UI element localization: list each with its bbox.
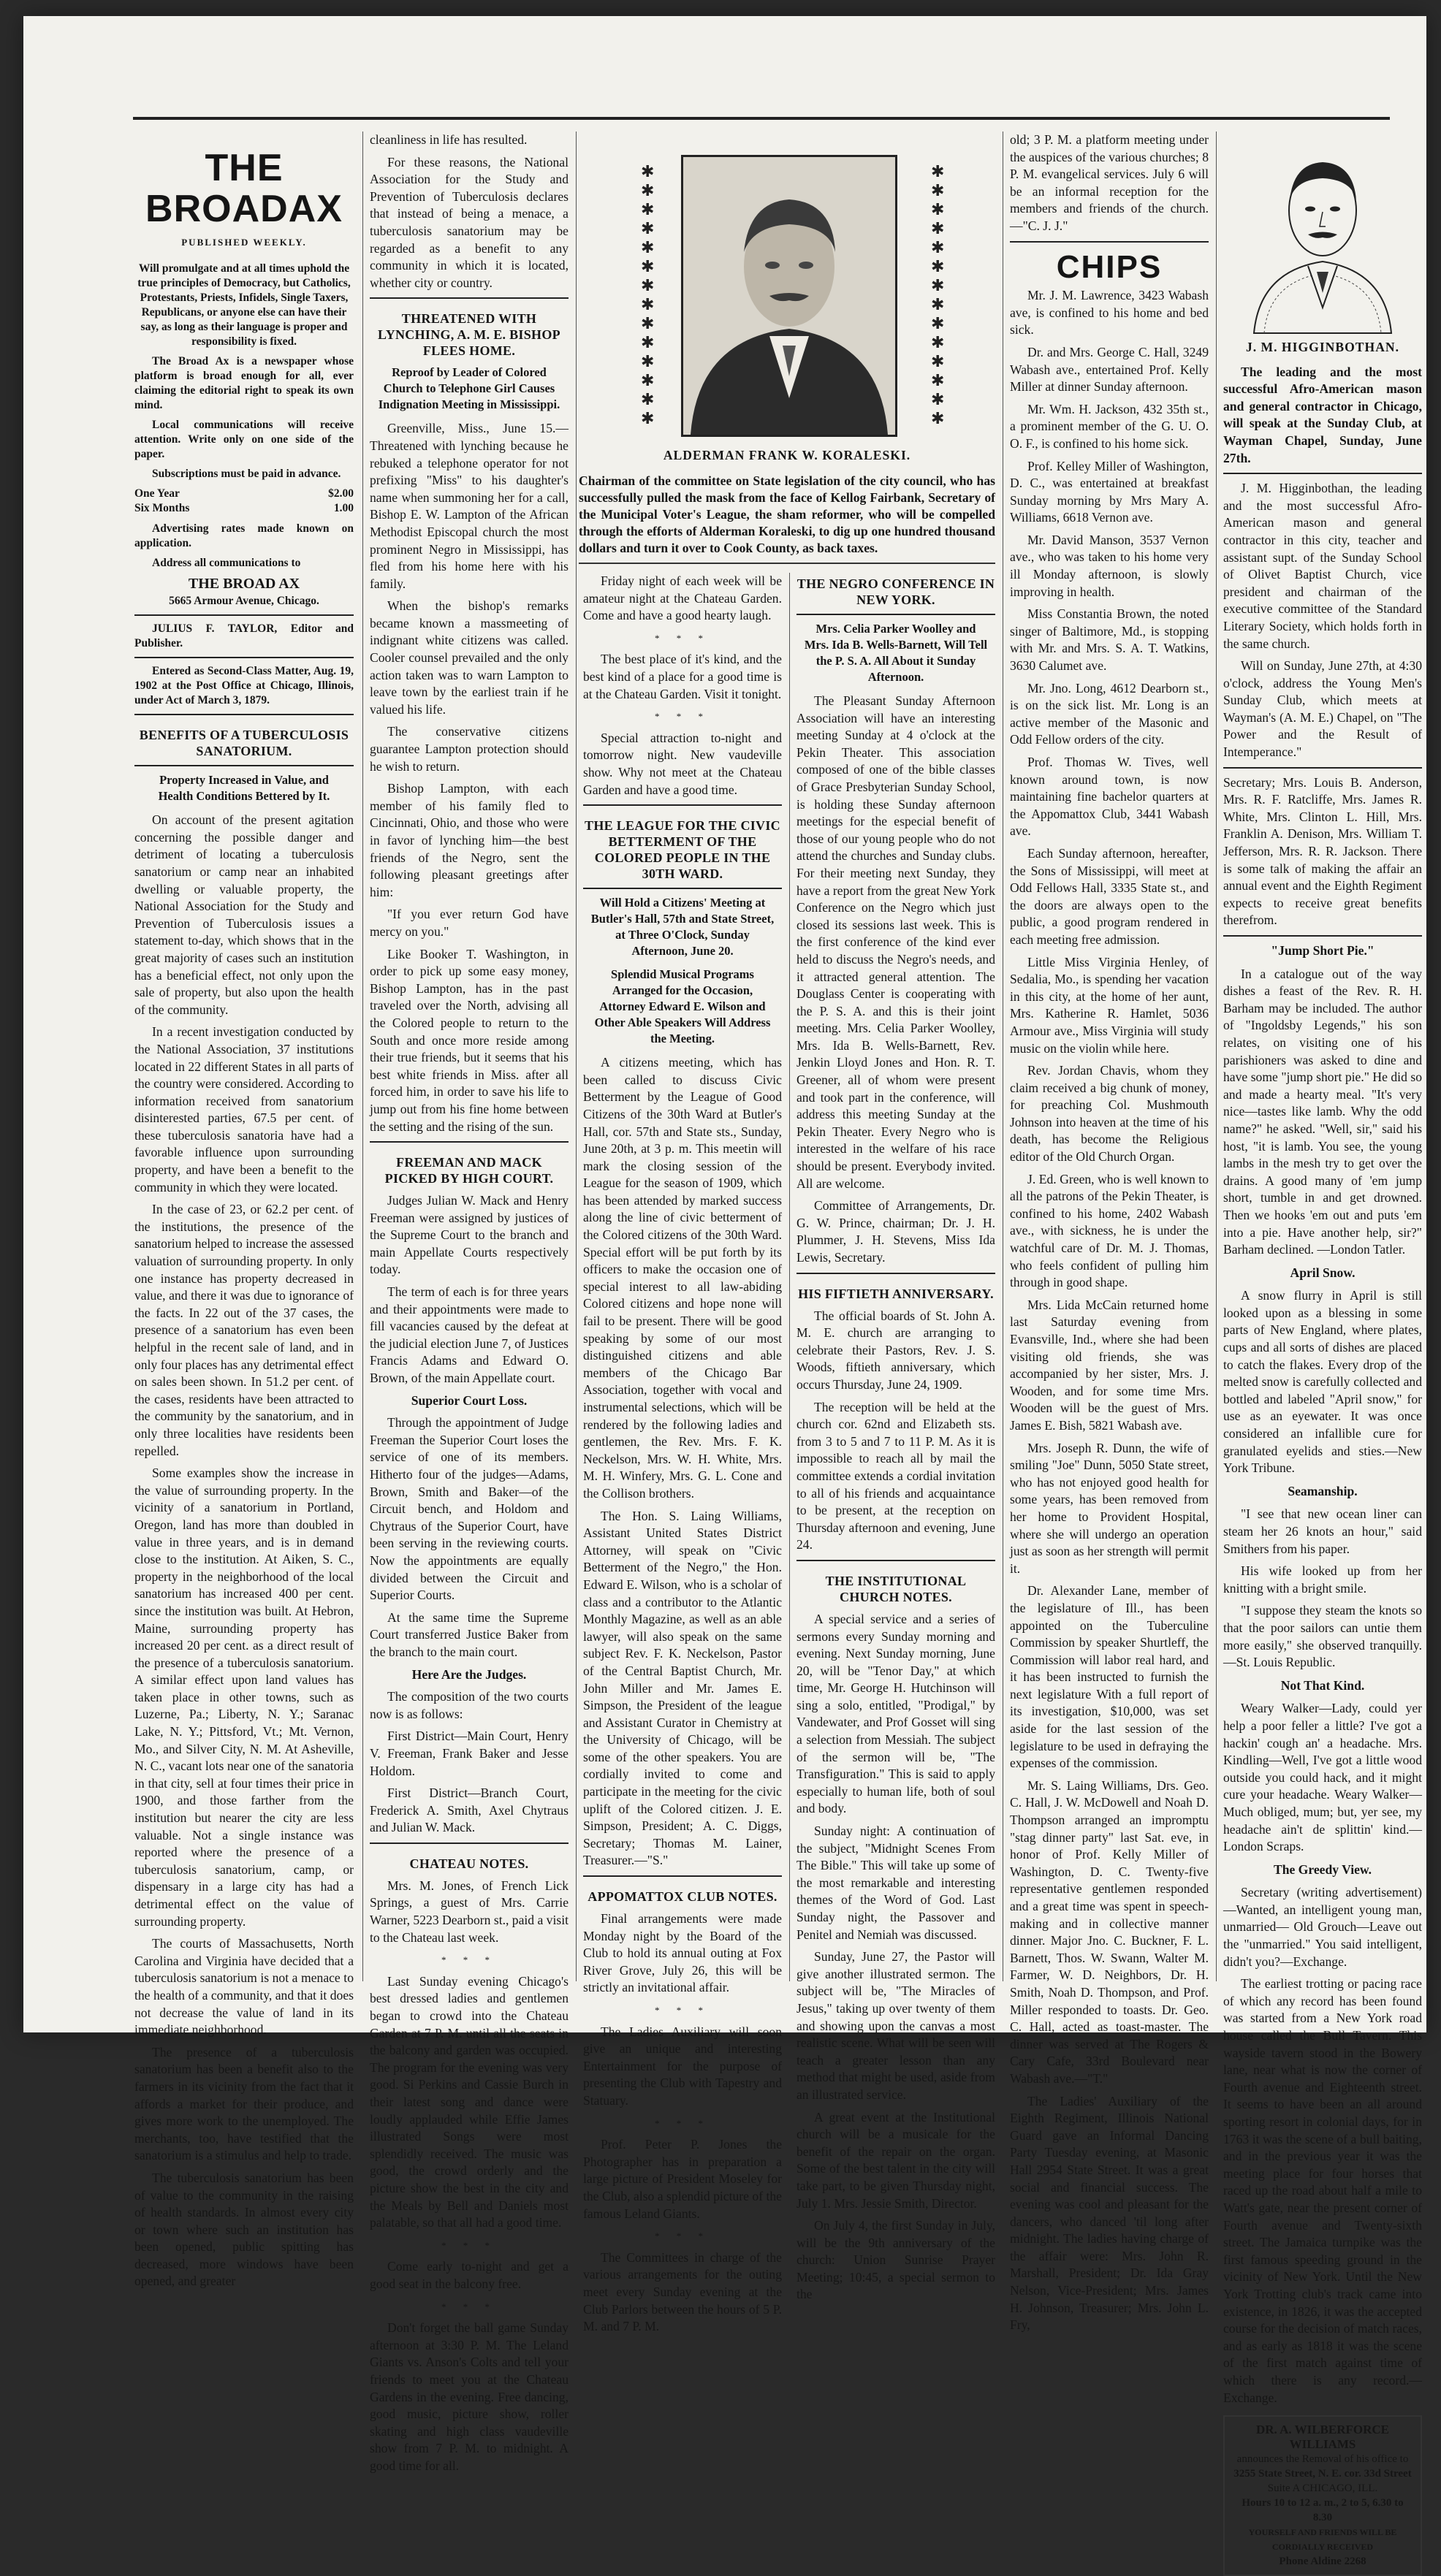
article-paragraph: Mrs. M. Jones, of French Lick Springs, a guest of Mrs. Carrie Warner, 5223 Dearborn st., paid a visit to the Chateau last week. (370, 1878, 569, 1945)
article-paragraph: In the case of 23, or 62.2 per cent. of the institutions, the presence of the sanatorium helped to increase the assessed valuation of surrounding property. In only one instance has property decreased in value, and there it was due to ignorance of the facts. In 22 out of the 37 cases, the presence of a sanatorium has even been helpful in the recent sale of land, and in only four places has any detrimental effect on sales been shown. In 51.2 per cent. of the cases, residents have been attracted to the community by the sanatorium, and in only three localities have residents been repelled. (134, 1202, 354, 1458)
article-paragraph: Final arrangements were made Monday night by the Board of the Club to hold its annual outing at Fox River Grove, July 26, this will be strictly an invitational affair. (583, 1911, 782, 1995)
headline-chateau: CHATEAU NOTES. (409, 1856, 529, 1871)
divider (370, 1141, 569, 1143)
headline-league: THE LEAGUE FOR THE CIVIC BETTERMENT OF THE COLORED PEOPLE IN THE 30TH WARD. (585, 818, 780, 882)
article-paragraph: The official boards of St. John A. M. E. church are arranging to celebrate their Pastors, Rev. J. S. Woods, fiftieth anniversary, which occurs Thursday, June 24, 1909. (796, 1308, 995, 1392)
article-paragraph: The term of each is for three years and their appointments were made to fill vacancies caused by the defeat at the judicial election June 7, of Justices Francis Adams and Edward O. Brown, of the main Appellate court. (370, 1284, 569, 1386)
chips-item: The Ladies' Auxiliary of the Eighth Regiment, Illinois National Guard gave an Informal Dancing Party Tuesday evening, at Masonic Hall 2954 State Street. It was a great social and financial success. The evening was cool and pleasant for the dancers, who danced 'til long after midnight. The ladies having charge of the affair were: Mrs. John R. Marshall, President; Dr. Ida Gray Nelson, Vice-President; Mrs. James H. Johnson, Treasurer; Mrs. John L. Fry, (1010, 2093, 1209, 2333)
masthead-local: Local communications will receive attention. Write only on one side of the paper. (134, 418, 354, 460)
article-paragraph: First District—Main Court, Henry V. Freeman, Frank Baker and Jesse Holdom. (370, 1729, 569, 1778)
feature-bottom-rule (579, 563, 995, 564)
article-paragraph: Special attraction to-night and tomorrow night. New vaudeville show. Why not meet at the Chateau Garden and have a good time. (583, 730, 782, 797)
subhead-league: Will Hold a Citizens' Meeting at Butler's Hall, 57th and State Street, at Three O'Clock, Sunday Afternoon, June 20. (590, 896, 775, 959)
masthead-policy: Will promulgate and at all times uphold the true principles of Democracy, but Catholics, Protestants, Priests, Infidels, Single Taxers, Republicans, or anyone else can have their say, as long as their language is proper and responsibility is fixed. (137, 262, 351, 348)
article-paragraph: "If you ever return God have mercy on you." (370, 907, 569, 939)
divider (796, 1560, 995, 1561)
column-5 (1010, 132, 1209, 2333)
column-rule (576, 132, 577, 1981)
section-stars: * * * (655, 632, 710, 644)
chips-item: Mr. David Manson, 3537 Vernon ave., who was taken to his home very ill Monday afternoon, is slowly improving in health. (1010, 532, 1209, 599)
section-stars: * * * (441, 2301, 497, 2312)
masthead-address-line: Address all communications to (152, 556, 301, 569)
article-paragraph: Prof. Peter P. Jones the Photographer has in preparation a large picture of President Moseley for the Club, also a splendid picture of the famous Leland Giants. (583, 2137, 782, 2221)
chips-item: Little Miss Virginia Henley, of Sedalia, Mo., is spending her vacation in this city, at the home of her aunt, Mrs. Katherine R. Hamlet, 5036 Armour ave., Miss Virginia will study music on the violin while here. (1010, 954, 1209, 1056)
headline-fiftieth: HIS FIFTIETH ANNIVERSARY. (798, 1286, 994, 1301)
article-paragraph: Weary Walker—Lady, could yer help a poor feller a little? I've got a hackin' cough an' a headache. Mrs. Kindling—Well, I've got a little wood outside you could hack, and it might cure your headache. Weary Walker—Much obliged, mum; but, yer see, my headache ain't de splittin' kind.—London Scraps. (1223, 1701, 1422, 1854)
article-paragraph: "I suppose they steam the knots so that the poor sailors can untie them more easily," she observed tranquilly.—St. Louis Republic. (1223, 1603, 1422, 1670)
masthead-paper-name: THE BROAD AX (188, 575, 300, 592)
article-paragraph: The earliest trotting or pacing race of which any record has been found was started from a New York road house called the Bull Tavern. This wayside tavern stood in the Bowery lane, near what is now the corner of Fourth avenue and Eighteenth street. It seems to have been an all around sporting resort in colonial days, for in 1763 it was the scene of a bull baiting, and in the previous year it was the meeting place for four horses that raced up the road about half a mile to Watt's gate, near the present corner of Fourth avenue and Twenty-sixth street. The Jamaica turnpike was the first famous speeding ground in the vicinity of New York. Until the New York Trotting club's track came into existence, in 1826, it was the accepted course for the decision of match races, and as early as 1818 it was the scene of the first match against time of which there is any record.—Exchange. (1223, 1976, 1422, 2405)
column-rule (1216, 132, 1217, 1981)
article-paragraph: In a recent investigation conducted by the National Association, 37 institutions located in 22 different States in all parts of the country were considered. According to information received from sanatorium disinterested parties, 67.5 per cent. of these tuberculosis sanatoria have had a favorable influence upon surrounding property, and have been a benefit to the community in which they were located. (134, 1024, 354, 1194)
chips-item: Prof. Thomas W. Tives, well known around town, is now maintaining fine bachelor quarters at the Appomattox Club, 3441 Wabash ave. (1010, 755, 1209, 839)
portrait-caption-text: The leading and the most successful Afro-American mason and general contractor in Chicago, will speak at the Sunday Club, at Wayman Chapel, Sunday, June 27th. (1223, 364, 1422, 465)
masthead-entered: Entered as Second-Class Matter, Aug. 19, 1902 at the Post Office at Chicago, Illinois, under Act of March 3, 1879. (134, 665, 354, 707)
headline-jump-short-pie: "Jump Short Pie." (1271, 943, 1375, 958)
advertisement-williams (1223, 2415, 1422, 2576)
divider (134, 765, 354, 766)
chips-item: Prof. Kelley Miller of Washington, D. C., was entertained at breakfast Sunday morning by Mrs Mary A. Williams, 6618 Vernon ave. (1010, 458, 1209, 525)
divider (370, 297, 569, 299)
divider (583, 804, 782, 806)
headline-freeman-mack: FREEMAN AND MACK PICKED BY HIGH COURT. (384, 1155, 554, 1186)
article-paragraph: On July 4, the first Sunday in July, will be the 9th anniversary of the church: Union Sunrise Prayer Meeting; 10:45, a special sermon to the (796, 2218, 995, 2302)
article-paragraph: Like Booker T. Washington, in order to pick up some easy money, Bishop Lampton, has in the past traveled over the North, advising all the Colored people to return to the South and once more reside among their true friends, but it seems that his best white friends in Miss. after all forced him, in order to save his life to jump out from his fine home between the setting and the rising of the sun. (370, 946, 569, 1134)
column-3 (583, 573, 782, 2334)
chips-item: Dr. Alexander Lane, member of the legislature of Ill., has been appointed on the Tuberculine Commission by speaker Shurtleff, the Commission will labor real hard, and it has been instructed to furnish the next legislature With a full report of its investigation, $10,000, was set aside for the last session of the legislature to be used in defraying the expenses of the commission. (1010, 1583, 1209, 1771)
higginbothan-portrait (1250, 136, 1396, 333)
article-paragraph: The conservative citizens guarantee Lampton protection should he wish to return. (370, 724, 569, 774)
column-6 (1223, 132, 1422, 2568)
masthead-subscriptions: Subscriptions must be paid in advance. (152, 467, 341, 480)
ad-hours: Hours 10 to 12 a. m., 2 to 5, 6.30 to 8.30 (1242, 2497, 1404, 2524)
divider (583, 888, 782, 889)
divider (134, 714, 354, 715)
ornament-icon: ✱ ✱ ✱ ✱ ✱ ✱ ✱ ✱ ✱ ✱ ✱ ✱ ✱ ✱ (641, 162, 655, 427)
headline-appomattox: APPOMATTOX CLUB NOTES. (588, 1889, 777, 1905)
chips-item: Rev. Jordan Chavis, whom they claim received a big chunk of money, for preaching Col. Mushmouth Johnson into heaven at the time of his death, has become the Religious editor of the Old Church Organ. (1010, 1063, 1209, 1165)
article-paragraph: Will on Sunday, June 27th, at 4:30 o'clock, address the Young Men's Sunday Club, which meets at Wayman's (A. M. E.) Chapel, on "The Power and the Result of Intemperance." (1223, 658, 1422, 760)
article-paragraph: A citizens meeting, which has been called to discuss Civic Betterment by the League of Good Citizens of the 30th Ward at Butler's Hall, cor. 57th and State sts., Sunday, June 20th, at 3 p. m. This meetin will mark the closing session of the League for the season of 1909, which has been attended by marked success along the line of civic betterment of the Colored citizens of the 30th Ward. Special effort will be put forth by its officers to make the occasion one of special interest to all law-abiding Colored citizens and hope none will fail to be present. There will be good speaking by some of our most distinguished citizens and able members of the Chicago Bar Association, together with vocal and instrumental selections, which will be rendered by the following ladies and gentlemen, the Rev. Mrs. F. K. Neckelson, Mrs. W. H. White, Mrs. M. H. Winfery, Mrs. G. L. Cone and the Collison brothers. (583, 1055, 782, 1501)
chips-item: Miss Constantia Brown, the noted singer of Baltimore, Md., is stopping with Mr. and Mrs. S. A. T. Watkins, 3630 Calumet ave. (1010, 606, 1209, 674)
headline-tuberculosis: BENEFITS OF A TUBERCULOSIS SANATORIUM. (139, 728, 349, 759)
article-paragraph: At the same time the Supreme Court transferred Justice Baker from the branch to the main court. (370, 1609, 569, 1659)
article-paragraph: Sunday, June 27, the Pastor will give another illustrated sermon. The subject will be, "The Miracles of Jesus," taking up over twenty of them and showing upon the canvas a most realistic scene. What will be seen will teach a greater lesson than any method that might be used, aside from an illustrated service. (796, 1949, 995, 2102)
article-paragraph: "I see that new ocean liner can steam her 26 knots an hour," said Smithers from his paper. (1223, 1506, 1422, 1556)
subhead-lynching: Reproof by Leader of Colored Church to Telephone Girl Causes Indignation Meeting in Mississippi. (378, 365, 560, 412)
article-paragraph: Don't forget the ball game Sunday afternoon at 3:30 P. M. The Leland Giants vs. Anson's Colts and tell your friends to meet you at the Chateau Gardens in the evening. Free dancing, good music, picture show, roller skating and high class vaudeville show from 7 P. M. to midnight. A good time for all. (370, 2320, 569, 2473)
article-paragraph: cleanliness in life has resulted. (370, 132, 528, 147)
headline-institutional: THE INSTITUTIONAL CHURCH NOTES. (825, 1573, 967, 1604)
masthead-subtitle: PUBLISHED WEEKLY. (181, 237, 307, 248)
chips-item: Mr. Wm. H. Jackson, 432 35th st., a prominent member of the G. U. O. O. F., is confined to his home sick. (1010, 401, 1209, 451)
headline-not-that-kind: Not That Kind. (1280, 1677, 1365, 1693)
article-paragraph: Secretary (writing advertisement)—Wanted, an intelligent young man, unmarried— Old Grouch—Leave out the "unmarried." You said intelligent, didn't you?—Exchange. (1223, 1885, 1422, 1969)
top-rule (133, 117, 1390, 120)
article-paragraph: The composition of the two courts now is as follows: (370, 1689, 569, 1721)
portrait-man-icon (683, 157, 895, 435)
rate-six: 1.00 (333, 501, 354, 514)
article-paragraph: Sunday night: A continuation of the subject, "Midnight Scenes From The Bible." This will take up some of the most remarkable and interesting themes of the Word of God. Last Sunday night, the Passover and Penitel and Nemiah was discussed. (796, 1824, 995, 1942)
article-paragraph: Through the appointment of Judge Freeman the Superior Court loses the service of one of its members. Hitherto four of the judges—Adams, Brown, Smith and Baker—of the Circuit bench, and Holdom and Chytraus of the Superior Court, have been serving in the reviewing courts. Now the appointments are equally divided between the Circuit and Superior Courts. (370, 1415, 569, 1603)
divider (1010, 241, 1209, 243)
ad-note: YOURSELF AND FRIENDS WILL BE CORDIALLY RECEIVED (1248, 2527, 1397, 2553)
chips-item: J. Ed. Green, who is well known to all the patrons of the Pekin Theater, is confined to his home, 2402 Wabash ave., with sickness, he is under the watchful care of Dr. M. J. Thomas, who feels confident of pulling him through in good shape. (1010, 1171, 1209, 1290)
article-paragraph: First District—Branch Court, Frederick A. Smith, Axel Chytraus and Julian W. Mack. (370, 1786, 569, 1835)
ad-name: DR. A. WILBERFORCE WILLIAMS (1256, 2423, 1389, 2452)
article-paragraph: A great event at the Institutional church will be a musicale for the benefit of the repair on the organ. Some of the best talent in the city will take part, to be given Thursday night, July 1. Mrs. Jessie Smith, Director. (796, 2109, 995, 2211)
chips-item: Each Sunday afternoon, hereafter, the Sons of Mississippi, will meet at Odd Fellows Hall, 3335 State st., and the doors are always open to the public, a good program rendered in each meeting free admission. (1010, 845, 1209, 947)
section-stars: * * * (655, 2117, 710, 2129)
section-stars: * * * (441, 1954, 497, 1966)
divider (796, 1273, 995, 1274)
rate-year-label: One Year (134, 487, 180, 500)
article-subhead: Here Are the Judges. (411, 1666, 527, 1682)
headline-greedy-view: The Greedy View. (1273, 1861, 1372, 1877)
article-paragraph: old; 3 P. M. a platform meeting under the auspices of the various churches; 8 P. M. evangelical services. July 6 will be an informal reception for the members and friends of the church.—"C. J. J." (1010, 132, 1209, 233)
masthead-editor: JULIUS F. TAYLOR, Editor and Publisher. (134, 622, 354, 650)
section-stars: * * * (655, 711, 710, 723)
article-subhead: Superior Court Loss. (411, 1392, 528, 1408)
divider (1223, 935, 1422, 937)
ad-phone: Phone Aldine 2268 (1279, 2556, 1366, 2568)
divider (796, 614, 995, 615)
article-paragraph: Friday night of each week will be amateur night at the Chateau Garden. Come and have a good hearty laugh. (583, 573, 782, 623)
article-paragraph: The Committees in charge of the various arrangements for the outing meet every Sunday evening at the Club Parlors between the hours of 5 P. M. and 7 P. M. (583, 2249, 782, 2334)
subhead-negro-conference: Mrs. Celia Parker Woolley and Mrs. Ida B. Wells-Barnett, Will Tell the P. S. A. All About it Sunday Afternoon. (804, 622, 988, 684)
article-paragraph: When the bishop's remarks became known a massmeeting of indignant white citizens was called. Cooler counsel prevailed and the only action taken was to warn Lampton to leave town by the earliest train if he valued his life. (370, 598, 569, 717)
article-paragraph: The best place of it's kind, and the best kind of a place for a good time is at the Chateau Garden. Visit it tonight. (583, 652, 782, 701)
headline-april-snow: April Snow. (1290, 1265, 1356, 1280)
divider (1223, 473, 1422, 474)
chips-item: Mrs. Joseph R. Dunn, the wife of smiling "Joe" Dunn, 5050 State street, who has not enjoyed good health for some years, has been removed from her home to Provident Hospital, where she will undergo an operation just as soon as her strength will permit it. (1010, 1440, 1209, 1576)
rate-six-row (134, 501, 354, 516)
article-paragraph: The Hon. S. Laing Williams, Assistant United States District Attorney, will speak on "Civic Betterment of the Negro," the Hon. Edward E. Wilson, who is a scholar of class and a contributor to the Atlantic Monthly Magazine, as well as an able lawyer, will also speak on the same subject Rev. F. K. Neckelson, Pastor of the Central Baptist Church, Mr. John Miller and Mr. James E. Simpson, the President of the league and Assistant Curator in Chemistry at the University of Chicago, will be some of the other speakers. You are cordially invited to come and participate in the meeting for the civic uplift of the Colored citizen. J. E. Simpson, President; A. C. Diggs, Secretary; Thomas M. Lainer, Treasurer.—"S." (583, 1508, 782, 1868)
divider (1223, 767, 1422, 769)
column-4 (796, 573, 995, 2302)
article-paragraph: The courts of Massachusetts, North Carolina and Virginia have decided that a tuberculosis sanatorium is not a menace to the health of a community, and that it does not decrease the value of land in its immediate neighborhood. (134, 1936, 354, 2038)
chips-item: Mr. Jno. Long, 4612 Dearborn st., is on the sick list. Mr. Long is an active member of the Masonic and Odd Fellow orders of the city. (1010, 680, 1209, 747)
chips-item: Dr. and Mrs. George C. Hall, 3249 Wabash ave., entertained Prof. Kelly Miller at dinner Sunday afternoon. (1010, 344, 1209, 395)
article-paragraph: Bishop Lampton, with each member of his family fled to Cincinnati, Ohio, and those who were in favor of lynching him—the best friends of the Negro, sent the following pleasant greetings after him: (370, 781, 569, 899)
divider (134, 657, 354, 658)
subhead-tuberculosis: Property Increased in Value, and Health Conditions Bettered by It. (158, 773, 330, 804)
caption-text: Chairman of the committee on State legislation of the city council, who has successfully pulled the mask from the face of Kellog Fairbank, Secretary of the Municipal Voter's League, the sham reformer, who will be compelled through the efforts of Alderman Koraleski, to dig up one hundred thousand dollars and turn it over to Cook County, as back taxes. (579, 473, 995, 555)
article-paragraph: His wife looked up from her knitting with a bright smile. (1223, 1563, 1422, 1596)
chips-item: Mr. J. M. Lawrence, 3423 Wabash ave, is confined to his home and bed sick. (1010, 288, 1209, 338)
rate-year: $2.00 (328, 487, 354, 500)
article-paragraph: The Pleasant Sunday Afternoon Association will have an interesting meeting Sunday at 4 o'clock at the Pekin Theater. This association composed of one of the bible classes of Grace Presbyterian Sunday School, is holding these Sunday afternoon meetings for the especial benefit of those of our young people who do not attend the churches and Sunday clubs. For their meeting next Sunday, they have a report from the great New York Conference on the Negro which just closed its sessions last week. This is the first conference of the kind ever held to discuss the Negro's needs, and it attracted general attention. The Douglass Center is cooperating with the P. S. A. and this is their joint meeting. Mrs. Celia Parker Woolley, Mrs. Ida B. Wells-Barnett, Rev. Jenkin Lloyd Jones and Hon. R. T. Greener, all of whom were present and took part in the conference, will address this meeting Sunday at the Pekin Theater. Every Negro who is interested in the welfare of his race should be present. Everybody invited. All are welcome. (796, 693, 995, 1191)
section-stars: * * * (655, 2005, 710, 2016)
chips-item: Mr. S. Laing Williams, Drs. Geo. C. Hall, J. W. McDowell and Noah D. Thompson arranged an impromptu "stag dinner party" last Sat. eve, in honor of Prof. Kelly Miller of Washington, D. C. Twenty-five representative gentlemen responded and a great time was spent in speech-making and in collective manner dinner. Major Jno. C. Buckner, F. L. Barnett, Thos. W. Swann, Walter M. Farmer, W. D. Neighbors, Dr. H. Smith, Noah D. Thompson, and Prof. Miller responded to toasts. Dr. Geo. C. Hall, acted as toast-master. The dinner was served at The Rogers & Cary Cafe, 33rd Boulevard near Wabash ave.—"T." (1010, 1777, 1209, 2086)
article-paragraph: Come early to-night and get a good seat in the balcony free. (370, 2259, 569, 2291)
headline-negro-conference: THE NEGRO CONFERENCE IN NEW YORK. (796, 576, 995, 607)
divider (370, 1843, 569, 1844)
rate-year-row (134, 487, 354, 501)
ornament-icon: ✱ ✱ ✱ ✱ ✱ ✱ ✱ ✱ ✱ ✱ ✱ ✱ ✱ ✱ (931, 162, 945, 427)
column-2 (370, 132, 569, 2473)
article-paragraph: J. M. Higginbothan, the leading and the most successful Afro-American mason and general contractor in this city, teacher and assistant supt. of the Sunday School of Olivet Baptist Church, vice president and chairman of the executive committee of the Standard Literary Society, which holds forth in the same church. (1223, 481, 1422, 651)
masthead-street: 5665 Armour Avenue, Chicago. (169, 595, 319, 608)
column-rule (789, 573, 790, 1981)
rate-six-label: Six Months (134, 501, 190, 514)
article-paragraph: Last Sunday evening Chicago's best dressed ladies and gentlemen began to crowd into the Chateau Garden at 7 P. M. until all the seats in the balcony and garden was occupied. The program for the evening was very good. Si Perkins and Cassie Burch in their latest song and dance were loudly applauded while Effie James illustrated Songs were most splendidly received. The music was good, the crowd orderly and the picture show the best in the city and the Meals by Bell and Daniels most palatable, so that all had a good time. (370, 1973, 569, 2230)
masthead-policy-2: The Broad Ax is a newspaper whose platform is broad enough for all, ever claiming the editorial right to speak its own mind. (134, 354, 354, 411)
article-paragraph: Committee of Arrangements, Dr. G. W. Prince, chairman; Dr. J. H. Plummer, J. H. Stevens, Miss Ida Lewis, Secretary. (796, 1198, 995, 1265)
subhead-league-2: Splendid Musical Programs Arranged for the Occasion, Attorney Edward E. Wilson and Other Able Speakers Will Address the Meeting. (594, 967, 771, 1046)
divider (134, 614, 354, 616)
article-paragraph: Judges Julian W. Mack and Henry Freeman were assigned by justices of the Supreme Court to the branch and main Appellate Courts respectively today. (370, 1193, 569, 1277)
ad-line: announces the Removal of his office to (1236, 2453, 1409, 2466)
article-paragraph: On account of the present agitation concerning the possible danger and detriment of locating a tuberculosis sanatorium or camp near an inhabited dwelling or valuable property, the National Association for the Study and Prevention of Tuberculosis issues a statement to-day, which shows that in the great majority of cases such an institution has a beneficial effect, not only upon the sale of property, but also upon the health of the community. (134, 812, 354, 1017)
newspaper-page (23, 16, 1426, 2568)
ad-suite: Suite A CHICAGO, ILL. (1267, 2482, 1378, 2495)
portrait-caption: J. M. HIGGINBOTHAN. (1245, 340, 1400, 354)
article-paragraph: The reception will be held at the church cor. 62nd and Elizabeth sts. from 3 to 5 and 7 to 11 P. M. As it is impossible to reach all by mail the committee extends a cordial invitation to all of his friends and acquaintance to be present, at the reception on Thursday afternoon and evening, June 24. (796, 1399, 995, 1552)
ad-address: 3255 State Street, N. E. cor. 33d Street (1233, 2468, 1412, 2480)
article-paragraph: The tuberculosis sanatorium has been of value to the community in the raising of health standards. In almost every city or town where such an institution has been opened, public spitting has decreased, more windows have been opened, and greater (134, 2170, 354, 2289)
article-paragraph: In a catalogue out of the way dishes a feast of the Rev. R. H. Barham may be included. The author of "Ingoldsby Legends," his son relates, on visiting one of his parishioners was asked to dine and have some "jump short pie." He did so and made a hearty meal. "It's very nice—tastes like lamb. Why the odd name?" he asked. "Well, sir," said his host, "it is lamb. You see, the young lambs in the mesh try to get over the drains. A good many of 'em jump short, tumble in and get drowned. Then we hooks 'em out and puts 'em into a pie. Have another help, sir?" Barham declined. —London Tatler. (1223, 966, 1422, 1257)
portrait-man-icon (1250, 136, 1396, 333)
masthead-title: THE BROADAX (145, 147, 343, 230)
article-paragraph: The Ladies Auxiliary will soon give an unique and interesting Entertainment for the purpose of presenting the Club with Tapestry and Statuary. (583, 2024, 782, 2108)
column-1 (134, 132, 354, 2289)
article-paragraph: A snow flurry in April is still looked upon as a blessing in some parts of New England, where plates, cups and all sorts of dishes are placed to catch the flakes. Every drop of the melted snow is carefully collected and bottled and labeled "April snow," for use as an eyewater. It was once considered an infallible cure for granulated eyelids and sties.—New York Tribune. (1223, 1288, 1422, 1476)
article-paragraph: The presence of a tuberculosis sanatorium has been a benefit also to the farmers in its vicinity from the fact that it affords a market for their produce, and gives more work to the unemployed. The merchants, too, have testified that the sanatorium is a stimulus and help to trade. (134, 2044, 354, 2163)
article-paragraph: For these reasons, the National Association for the Study and Prevention of Tuberculosis declares that instead of being a menace, a tuberculosis sanatorium may be regarded as a benefit to any community in which it is located, whether city or country. (370, 154, 569, 290)
masthead-advertising: Advertising rates made known on application. (134, 522, 354, 549)
column-rule (362, 132, 363, 1981)
section-stars: * * * (441, 2239, 497, 2251)
chips-item: Mrs. Lida McCain returned home last Saturday evening from Evansville, Ind., where she had been visiting old friends, she was accompanied by her sister, Mrs. J. Wooden, and for some time Mrs. Wooden will be the guest of Mrs. James E. Bish, 5821 Wabash ave. (1010, 1297, 1209, 1433)
article-paragraph: A special service and a series of sermons every Sunday morning and evening. Next Sunday morning, June 20, will be "Tenor Day," at which time, Mr. George H. Hutchinson will sing a solo, entitled, "Prodigal," by Vandewater, and Prof Gosset will sing a selection from Messiah. The subject of the sermon will be, "The Transfiguration." This is said to apply especially to human life, both of soul and body. (796, 1611, 995, 1816)
feature-caption-block (579, 447, 995, 557)
section-stars: * * * (655, 2230, 710, 2242)
headline-lynching: THREATENED WITH LYNCHING, A. M. E. BISHOP FLEES HOME. (378, 311, 560, 359)
headline-seamanship: Seamanship. (1288, 1483, 1358, 1498)
koraleski-photo (681, 155, 897, 437)
photo-caption: ALDERMAN FRANK W. KORALESKI. (663, 448, 911, 462)
headline-chips: CHIPS (1056, 248, 1163, 285)
article-paragraph: Greenville, Miss., June 15.—Threatened with lynching because he rebuked a telephone operator for not prefixing "Miss" to his daughter's name when summoning her for a call, Bishop E. W. Lampton of the African Methodist Episcopal church the most prominent Negro in Mississippi, has fled from his home here with his family. (370, 421, 569, 591)
article-paragraph: Secretary; Mrs. Louis B. Anderson, Mrs. R. F. Ratcliffe, Mrs. James R. White, Mrs. Clinton L. Hill, Mrs. Franklin A. Denison, Mrs. William T. Jefferson, Mrs. R. R. Jackson. There is some talk of making the affair an annual event and the Eighth Regiment expects to receive great benefits therefrom. (1223, 774, 1422, 928)
article-paragraph: Some examples show the increase in the value of surrounding property. In the vicinity of a sanatorium in Portland, Oregon, land has more than doubled in value in three years, and is in demand close to the institution. At Aiken, S. C., property in the neighborhood of the local sanatorium has increased 400 per cent. since the institution was built. At Hebron, Maine, surrounding property has increased 20 per cent. as a direct result of the presence of a tuberculosis sanatorium. A similar effect upon land values has taken place in other towns, such as Luzerne, Pa.; Liberty, N. Y.; Saranac Lake, N. Y.; Pittsford, Vt.; Mt. Vernon, Mo., and Silver City, N. M. At Asheville, N. C., vacant lots near one of the sanatoria in that city, sell at four times their price in 1900, and those farther from the institution but nearer the city are less valuable. Not a single instance was reported where the presence of a tuberculosis sanatorium, camp, or dispensary in a large city has had a detrimental effect on the value of surrounding property. (134, 1466, 354, 1929)
divider (583, 1875, 782, 1877)
